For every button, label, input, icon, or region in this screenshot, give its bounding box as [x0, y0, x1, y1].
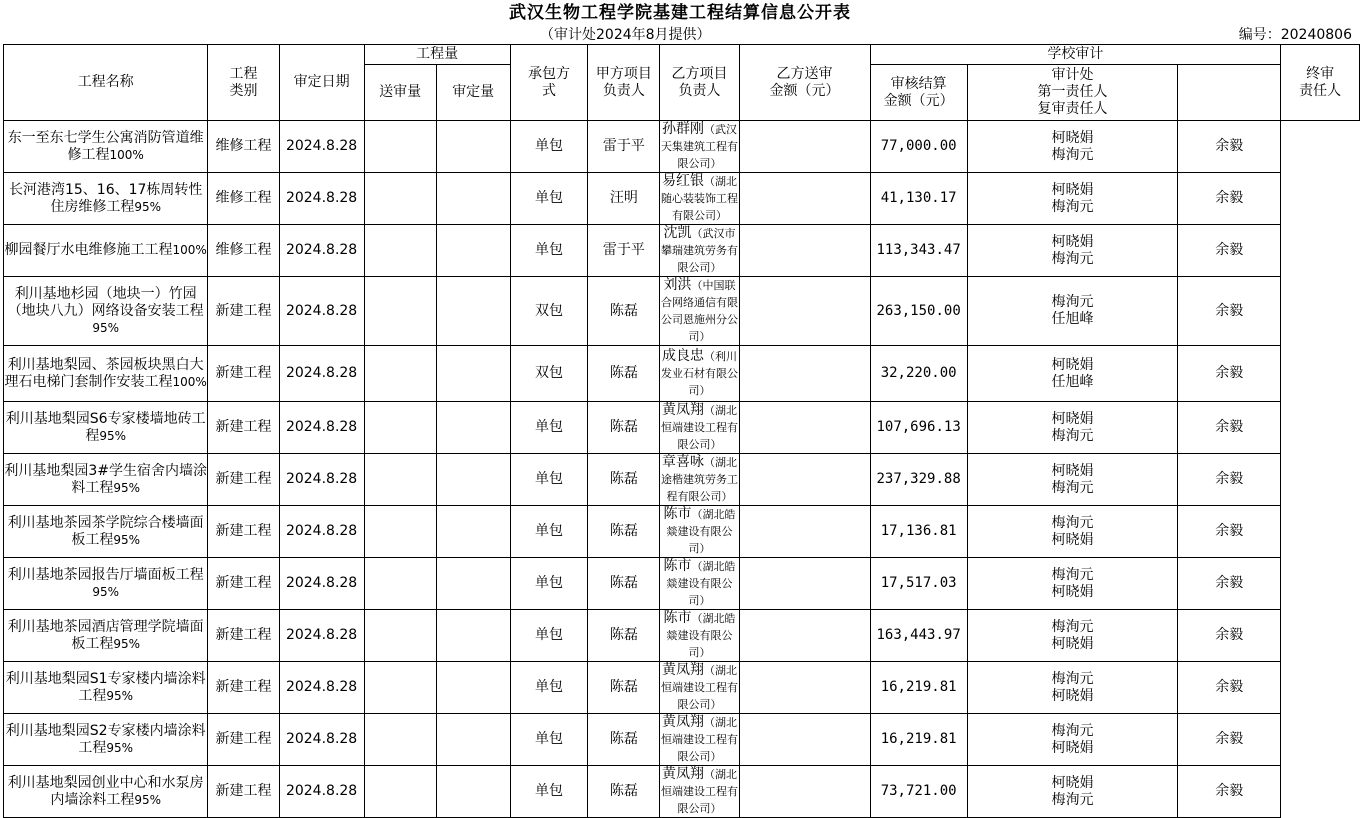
party-b-person: 孙群刚 — [662, 121, 704, 137]
audit-first-responsible: 柯晓娟 — [1051, 233, 1094, 250]
audit-responsible — [967, 277, 1178, 346]
party-b-company: （中国联合网络通信有限公司恩施州分公司） — [661, 279, 738, 343]
approval-date: 2024.8.28 — [279, 662, 364, 714]
party-b-person: 黄凤翔 — [662, 402, 704, 418]
header-final-responsible: 终审 责任人 — [1281, 45, 1360, 121]
audit-review-responsible: 梅洵元 — [1051, 250, 1094, 267]
party-b-person: 陈市 — [663, 506, 692, 522]
audit-responsible — [967, 454, 1178, 506]
submitted-amount — [739, 506, 870, 558]
audit-amount: 17,136.81 — [870, 506, 967, 558]
party-b-manager — [660, 121, 739, 173]
project-name-cell — [4, 225, 208, 277]
audit-amount: 237,329.88 — [870, 454, 967, 506]
party-a-manager: 汪明 — [588, 173, 660, 225]
submitted-quantity — [364, 173, 436, 225]
header-submitted-qty: 送审量 — [364, 65, 436, 121]
approval-date: 2024.8.28 — [279, 121, 364, 173]
contract-mode: 单包 — [510, 714, 588, 766]
submitted-amount — [739, 225, 870, 277]
approval-date: 2024.8.28 — [279, 225, 364, 277]
project-category: 新建工程 — [208, 277, 279, 346]
audit-review-responsible: 任旭峰 — [1051, 311, 1094, 327]
party-a-manager: 陈磊 — [588, 714, 660, 766]
project-category: 新建工程 — [208, 402, 279, 454]
project-category: 新建工程 — [208, 714, 279, 766]
table-row — [4, 454, 1360, 506]
project-name-cell — [4, 610, 208, 662]
party-b-company: （湖北皓燚建设有限公司） — [666, 508, 736, 555]
project-category: 维修工程 — [208, 225, 279, 277]
party-b-manager — [660, 558, 739, 610]
party-b-person: 章喜咏 — [662, 454, 704, 470]
audit-first-responsible: 梅洵元 — [1051, 722, 1094, 739]
project-category: 维修工程 — [208, 121, 279, 173]
audit-review-responsible: 柯晓娟 — [1051, 687, 1094, 704]
project-category: 新建工程 — [208, 558, 279, 610]
project-name: 利川基地梨园3#学生宿舍内墙涂料工程 — [4, 462, 208, 496]
audit-amount: 107,696.13 — [870, 402, 967, 454]
party-b-company: （湖北恒端建设工程有限公司） — [661, 716, 738, 763]
party-b-manager — [660, 346, 739, 402]
audit-review-responsible: 任旭峰 — [1051, 373, 1094, 390]
audit-responsible — [967, 766, 1178, 818]
approval-date: 2024.8.28 — [279, 714, 364, 766]
audit-responsible — [967, 346, 1178, 402]
project-name: 利川基地梨园创业中心和水泵房内墙涂料工程 — [7, 774, 204, 808]
submitted-amount — [739, 558, 870, 610]
party-b-manager — [660, 402, 739, 454]
project-name: 利川基地梨园、茶园板块黑白大理石电梯门套制作安装工程 — [4, 356, 204, 390]
party-b-company: （武汉天集建筑工程有限公司） — [661, 123, 738, 170]
final-responsible: 余毅 — [1178, 173, 1281, 225]
settlement-table — [3, 44, 1360, 818]
approved-quantity — [436, 662, 510, 714]
project-name: 东一至东七学生公寓消防管道维修工程 — [7, 129, 204, 163]
audit-responsible — [967, 225, 1178, 277]
final-responsible: 余毅 — [1178, 225, 1281, 277]
party-a-manager: 陈磊 — [588, 346, 660, 402]
final-responsible: 余毅 — [1178, 277, 1281, 346]
party-b-manager — [660, 173, 739, 225]
approved-quantity — [436, 714, 510, 766]
audit-first-responsible: 柯晓娟 — [1051, 356, 1094, 373]
audit-first-responsible: 梅洵元 — [1051, 514, 1094, 531]
approval-date: 2024.8.28 — [279, 454, 364, 506]
header-submitted-amount: 乙方送审 金额（元） — [739, 45, 870, 121]
project-progress: 95% — [106, 740, 134, 755]
party-b-person: 易红银 — [662, 173, 704, 189]
audit-responsible — [967, 714, 1178, 766]
audit-amount: 113,343.47 — [870, 225, 967, 277]
approved-quantity — [436, 558, 510, 610]
project-progress: 95% — [92, 320, 120, 335]
submitted-quantity — [364, 662, 436, 714]
project-progress: 95% — [113, 532, 141, 547]
party-b-person: 刘洪 — [663, 277, 692, 293]
party-a-manager: 陈磊 — [588, 558, 660, 610]
final-responsible: 余毅 — [1178, 662, 1281, 714]
audit-first-responsible: 柯晓娟 — [1051, 181, 1094, 198]
audit-review-responsible: 柯晓娟 — [1051, 635, 1094, 652]
contract-mode: 单包 — [510, 225, 588, 277]
party-b-person: 成良忠 — [662, 348, 704, 364]
audit-amount: 73,721.00 — [870, 766, 967, 818]
contract-mode: 单包 — [510, 506, 588, 558]
final-responsible: 余毅 — [1178, 346, 1281, 402]
party-b-person: 黄凤翔 — [662, 766, 704, 782]
project-name-cell — [4, 402, 208, 454]
audit-amount: 41,130.17 — [870, 173, 967, 225]
approval-date: 2024.8.28 — [279, 402, 364, 454]
table-row — [4, 662, 1360, 714]
contract-mode: 单包 — [510, 121, 588, 173]
header-approved-qty: 审定量 — [436, 65, 510, 121]
submitted-quantity — [364, 610, 436, 662]
project-name-cell — [4, 766, 208, 818]
submitted-quantity — [364, 225, 436, 277]
final-responsible: 余毅 — [1178, 610, 1281, 662]
audit-first-responsible: 梅洵元 — [1051, 670, 1094, 687]
project-progress: 100% — [172, 374, 207, 389]
document-number: 编号：20240806 — [1238, 27, 1352, 43]
party-b-company: （湖北恒端建设工程有限公司） — [661, 404, 738, 451]
submitted-amount — [739, 121, 870, 173]
table-row — [4, 506, 1360, 558]
header-contract-mode: 承包方 式 — [510, 45, 588, 121]
project-name: 利川基地梨园S2专家楼内墙涂料工程 — [5, 722, 206, 756]
party-b-person: 陈市 — [663, 610, 692, 626]
party-a-manager: 雷于平 — [588, 121, 660, 173]
project-name: 利川基地茶园酒店管理学院墙面板工程 — [7, 618, 204, 652]
approval-date: 2024.8.28 — [279, 277, 364, 346]
table-row — [4, 277, 1360, 346]
table-row — [4, 121, 1360, 173]
party-b-manager — [660, 714, 739, 766]
approved-quantity — [436, 454, 510, 506]
final-responsible: 余毅 — [1178, 714, 1281, 766]
project-name-cell — [4, 454, 208, 506]
audit-review-responsible: 梅洵元 — [1051, 427, 1094, 444]
party-b-manager — [660, 766, 739, 818]
submitted-amount — [739, 454, 870, 506]
party-b-manager — [660, 277, 739, 346]
party-b-manager — [660, 610, 739, 662]
party-a-manager: 陈磊 — [588, 610, 660, 662]
audit-responsible — [967, 610, 1178, 662]
audit-amount: 263,150.00 — [870, 277, 967, 346]
contract-mode: 双包 — [510, 346, 588, 402]
party-a-manager: 雷于平 — [588, 225, 660, 277]
audit-responsible — [967, 506, 1178, 558]
submitted-amount — [739, 610, 870, 662]
submitted-amount — [739, 277, 870, 346]
final-responsible: 余毅 — [1178, 558, 1281, 610]
header-date: 审定日期 — [279, 45, 364, 121]
party-a-manager: 陈磊 — [588, 766, 660, 818]
party-b-manager — [660, 662, 739, 714]
table-row — [4, 173, 1360, 225]
project-name-cell — [4, 558, 208, 610]
contract-mode: 单包 — [510, 662, 588, 714]
project-progress: 95% — [134, 792, 162, 807]
project-category: 新建工程 — [208, 766, 279, 818]
table-row — [4, 558, 1360, 610]
audit-review-responsible: 柯晓娟 — [1051, 739, 1094, 756]
audit-amount: 77,000.00 — [870, 121, 967, 173]
submitted-amount — [739, 766, 870, 818]
contract-mode: 单包 — [510, 610, 588, 662]
project-name-cell — [4, 173, 208, 225]
contract-mode: 单包 — [510, 766, 588, 818]
approved-quantity — [436, 402, 510, 454]
header-audit-amount: 审核结算 金额（元） — [870, 65, 967, 121]
party-a-manager: 陈磊 — [588, 454, 660, 506]
table-row — [4, 402, 1360, 454]
party-b-company: （湖北恒端建设工程有限公司） — [661, 664, 738, 711]
audit-amount: 17,517.03 — [870, 558, 967, 610]
header-category: 工程 类别 — [208, 45, 279, 121]
audit-first-responsible: 梅洵元 — [1051, 618, 1094, 635]
project-progress: 100% — [172, 243, 207, 257]
project-category: 新建工程 — [208, 662, 279, 714]
project-name: 长河港湾15、16、17栋周转性住房维修工程 — [8, 181, 203, 215]
party-b-company: （湖北恒端建设工程有限公司） — [661, 768, 738, 815]
header-party-a: 甲方项目 负责人 — [588, 45, 660, 121]
submitted-amount — [739, 402, 870, 454]
project-name: 柳园餐厅水电维修施工工程 — [4, 242, 173, 258]
party-b-company: （湖北途楷建筑劳务工程有限公司） — [661, 456, 738, 503]
submitted-quantity — [364, 558, 436, 610]
approval-date: 2024.8.28 — [279, 610, 364, 662]
audit-first-responsible: 柯晓娟 — [1051, 410, 1094, 427]
audit-responsible — [967, 173, 1178, 225]
header-row-top — [4, 45, 1360, 65]
project-name-cell — [4, 506, 208, 558]
audit-responsible — [967, 121, 1178, 173]
table-row — [4, 766, 1360, 818]
approved-quantity — [436, 766, 510, 818]
approval-date: 2024.8.28 — [279, 173, 364, 225]
project-progress: 95% — [134, 199, 162, 214]
audit-review-responsible: 梅洵元 — [1051, 479, 1094, 496]
audit-review-responsible: 梅洵元 — [1051, 146, 1094, 163]
project-category: 新建工程 — [208, 610, 279, 662]
party-b-manager — [660, 225, 739, 277]
contract-mode: 单包 — [510, 402, 588, 454]
final-responsible: 余毅 — [1178, 766, 1281, 818]
approved-quantity — [436, 173, 510, 225]
party-a-manager: 陈磊 — [588, 402, 660, 454]
audit-review-responsible: 梅洵元 — [1051, 198, 1094, 215]
final-responsible: 余毅 — [1178, 506, 1281, 558]
party-b-manager — [660, 506, 739, 558]
final-responsible: 余毅 — [1178, 454, 1281, 506]
audit-responsible — [967, 662, 1178, 714]
party-b-company: （湖北随心装装饰工程有限公司） — [661, 175, 738, 222]
project-progress: 95% — [113, 480, 141, 495]
contract-mode: 单包 — [510, 558, 588, 610]
project-category: 新建工程 — [208, 454, 279, 506]
submitted-amount — [739, 346, 870, 402]
party-b-manager — [660, 454, 739, 506]
final-responsible: 余毅 — [1178, 402, 1281, 454]
table-row — [4, 610, 1360, 662]
project-name-cell — [4, 346, 208, 402]
audit-responsible — [967, 558, 1178, 610]
project-name-cell — [4, 277, 208, 346]
project-name: 利川基地茶园茶学院综合楼墙面板工程 — [7, 514, 204, 548]
party-b-person: 陈市 — [663, 558, 692, 574]
project-name: 利川基地杉园（地块一）竹园（地块八九）网络设备安装工程 — [7, 285, 204, 319]
party-a-manager: 陈磊 — [588, 662, 660, 714]
audit-amount: 16,219.81 — [870, 662, 967, 714]
audit-amount: 32,220.00 — [870, 346, 967, 402]
party-b-person: 沈凯 — [663, 225, 692, 241]
audit-review-responsible: 柯晓娟 — [1051, 583, 1094, 600]
party-b-company: （湖北皓燚建设有限公司） — [666, 612, 736, 659]
submitted-quantity — [364, 121, 436, 173]
audit-review-responsible: 梅洵元 — [1051, 791, 1094, 808]
submitted-amount — [739, 173, 870, 225]
party-a-manager: 陈磊 — [588, 506, 660, 558]
project-name-cell — [4, 121, 208, 173]
party-b-person: 黄凤翔 — [662, 662, 704, 678]
approved-quantity — [436, 346, 510, 402]
project-progress: 100% — [109, 147, 144, 162]
approval-date: 2024.8.28 — [279, 346, 364, 402]
contract-mode: 双包 — [510, 277, 588, 346]
header-quantity-group: 工程量 — [364, 45, 510, 65]
approved-quantity — [436, 610, 510, 662]
project-name-cell — [4, 714, 208, 766]
project-name-cell — [4, 662, 208, 714]
audit-responsible — [967, 402, 1178, 454]
submitted-quantity — [364, 277, 436, 346]
party-b-company: （武汉市攀瑞建筑劳务有限公司） — [661, 227, 738, 274]
header-name: 工程名称 — [4, 45, 208, 121]
project-progress: 95% — [106, 688, 134, 703]
header-party-b: 乙方项目 负责人 — [660, 45, 739, 121]
audit-first-responsible: 梅洵元 — [1051, 566, 1094, 583]
audit-amount: 163,443.97 — [870, 610, 967, 662]
project-name: 利川基地梨园S6专家楼墙地砖工程 — [5, 410, 206, 444]
approval-date: 2024.8.28 — [279, 558, 364, 610]
approval-date: 2024.8.28 — [279, 506, 364, 558]
submitted-quantity — [364, 454, 436, 506]
project-progress: 95% — [113, 636, 141, 651]
submitted-quantity — [364, 402, 436, 454]
approval-date: 2024.8.28 — [279, 766, 364, 818]
contract-mode: 单包 — [510, 173, 588, 225]
project-progress: 95% — [92, 584, 120, 599]
page-title: 武汉生物工程学院基建工程结算信息公开表 — [509, 3, 851, 23]
project-category: 维修工程 — [208, 173, 279, 225]
header-audit-responsible: 审计处 第一责任人 复审责任人 — [967, 65, 1178, 121]
approved-quantity — [436, 121, 510, 173]
submitted-quantity — [364, 506, 436, 558]
party-b-person: 黄凤翔 — [662, 714, 704, 730]
party-b-company: （湖北皓燚建设有限公司） — [666, 560, 736, 607]
approved-quantity — [436, 277, 510, 346]
project-category: 新建工程 — [208, 506, 279, 558]
audit-review-responsible: 柯晓娟 — [1051, 531, 1094, 548]
audit-first-responsible: 柯晓娟 — [1051, 774, 1094, 791]
project-category: 新建工程 — [208, 346, 279, 402]
submitted-amount — [739, 714, 870, 766]
contract-mode: 单包 — [510, 454, 588, 506]
approved-quantity — [436, 506, 510, 558]
party-a-manager: 陈磊 — [588, 277, 660, 346]
table-row — [4, 714, 1360, 766]
submitted-amount — [739, 662, 870, 714]
audit-amount: 16,219.81 — [870, 714, 967, 766]
submitted-quantity — [364, 346, 436, 402]
page-subtitle: （审计处2024年8月提供） — [540, 27, 711, 43]
submitted-quantity — [364, 766, 436, 818]
table-row — [4, 225, 1360, 277]
audit-first-responsible: 柯晓娟 — [1051, 462, 1094, 479]
project-name: 利川基地茶园报告厅墙面板工程 — [7, 566, 204, 583]
project-progress: 95% — [99, 428, 127, 443]
submitted-quantity — [364, 714, 436, 766]
party-b-company: （利川发业石材有限公司） — [661, 350, 738, 397]
audit-first-responsible: 梅洵元 — [1051, 294, 1094, 310]
final-responsible: 余毅 — [1178, 121, 1281, 173]
project-name: 利川基地梨园S1专家楼内墙涂料工程 — [5, 670, 206, 704]
approved-quantity — [436, 225, 510, 277]
table-row — [4, 346, 1360, 402]
header-audit-group: 学校审计 — [870, 45, 1281, 65]
audit-first-responsible: 柯晓娟 — [1051, 129, 1094, 146]
